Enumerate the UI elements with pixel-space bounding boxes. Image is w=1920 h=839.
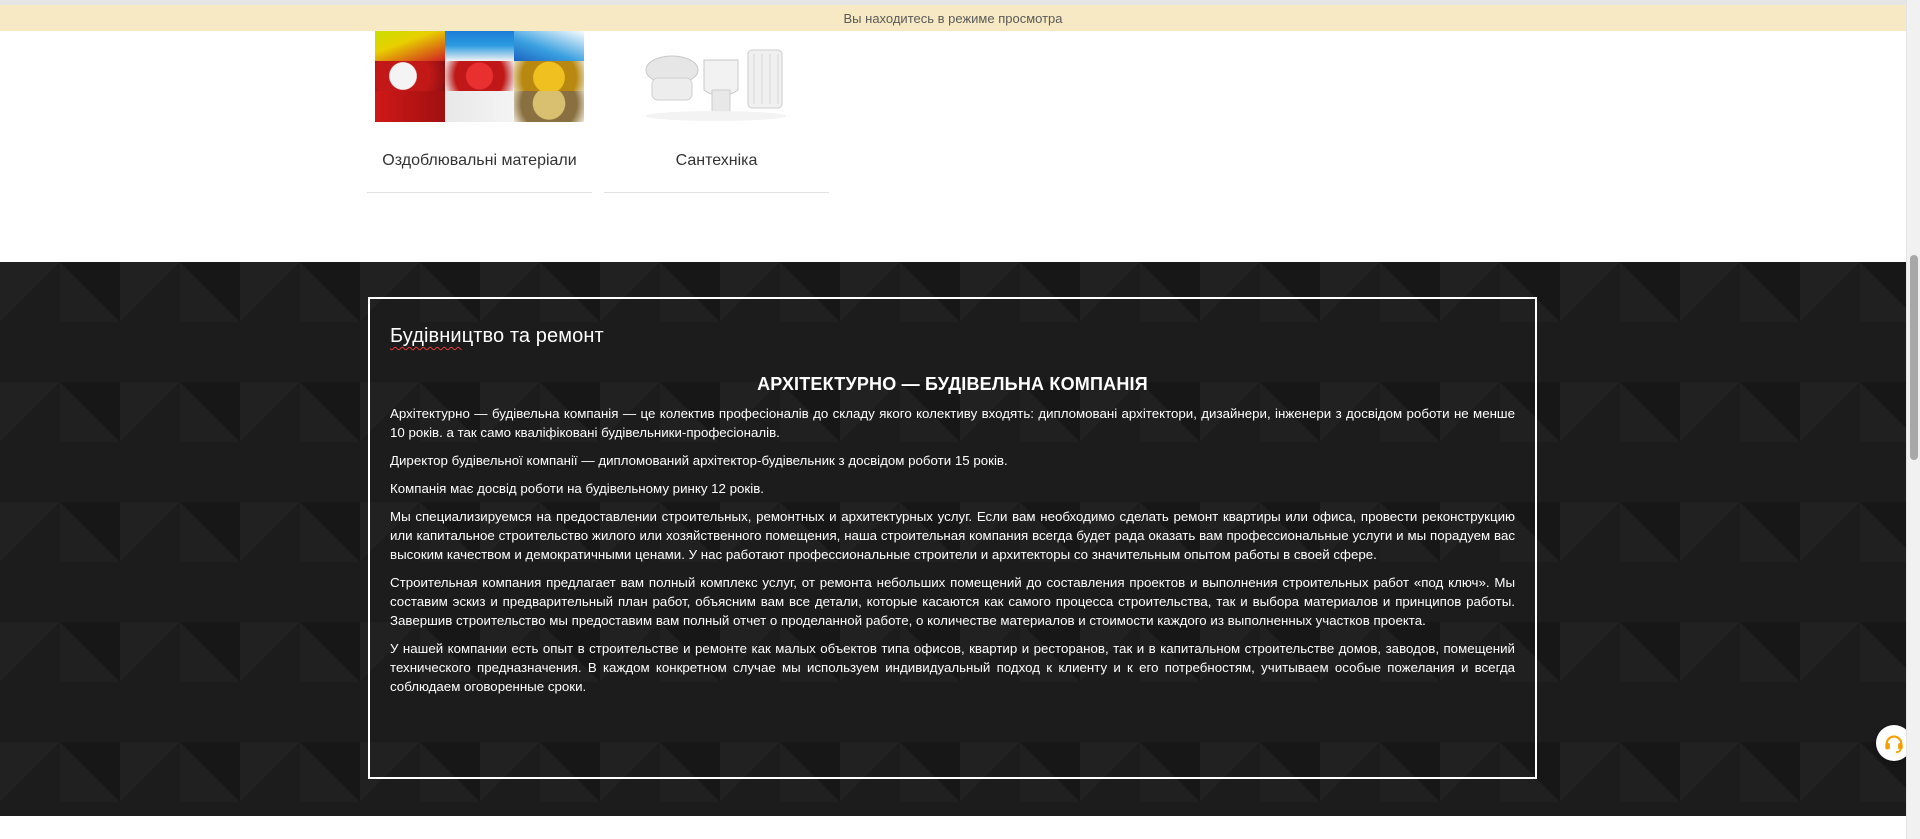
category-cards — [0, 0, 1906, 262]
category-card-label[interactable]: Оздоблювальні матеріали — [382, 152, 577, 169]
scrollbar-thumb[interactable] — [1910, 255, 1918, 460]
article-paragraph: Строительная компания предлагает вам полный комплекс услуг, от ремонта небольших помещений до составления проектов и выполнения строительных работ «под ключ». Мы составим эскиз и предварительный план работ, объясним вам все детали, которые касаются как самого процесса строительства, так и выбора материалов и принципов работы. Завершив строительство мы предоставим вам полный отчет о проделанной работе, о количестве материалов и стоимости каждого из выполненных участков проекта. — [390, 575, 1515, 628]
section-title-rest: цтво та ремонт — [461, 325, 604, 347]
article-headline: АРХІТЕКТУРНО — БУДІВЕЛЬНА КОМПАНІЯ — [757, 374, 1148, 394]
sanitary-ware-illustration — [612, 30, 821, 122]
section-title — [390, 325, 1515, 348]
article-paragraph: Архітектурно — будівельна компанія — це колектив професіоналів до складу якого колективу входять: дипломовані архітектори, дизайнери, інженери з досвідом роботи не менше 10 років. а так само кваліфіковані будівельники-професіоналів. — [390, 406, 1515, 440]
page-bottom-strip — [0, 816, 1906, 839]
preview-mode-text: Вы находитесь в режиме просмотра — [843, 10, 1063, 26]
preview-mode-banner — [0, 0, 1906, 31]
article-paragraph: Мы специализируемся на предоставлении строительных, ремонтных и архитектурных услуг. Если вам необходимо сделать ремонт квартиры или офиса, провести реконструкцию или капитальное строительство жилого или хозяйственного помещения, наша строительная компания всегда будет рада оказать вам профессиональные услуги и мы порадуем вас высоким качеством и демократичными ценами. У нас работают профессиональные строители и архитекторы со значительным опытом работы в своей сфере. — [390, 509, 1515, 562]
about-content-box — [368, 297, 1537, 779]
page-scrollbar[interactable] — [1906, 0, 1920, 839]
category-card-label[interactable]: Сантехніка — [675, 152, 758, 169]
article-paragraph: Компанія має досвід роботи на будівельному ринку 12 років. — [390, 481, 764, 496]
article-paragraph: У нашей компании есть опыт в строительстве и ремонте как малых объектов типа офисов, квартир и ресторанов, так и в капитальном строительстве домов, заводов, помещений технического предназначения. В каждом конкретном случае мы используем индивидуальный подход к клиенту и к его потребностям, учитываем особые пожелания и всегда соблюдаем оговоренные сроки. — [390, 641, 1515, 694]
section-title-underlined: Будівни — [390, 325, 462, 347]
article-paragraph: Директор будівельної компанії — дипломований архітектор-будівельник з досвідом роботи 15 років. — [390, 453, 1008, 468]
about-section — [0, 262, 1906, 816]
sanitary-ware-image[interactable] — [612, 30, 821, 122]
headset-icon — [1883, 732, 1905, 754]
paint-cans-image[interactable] — [375, 30, 584, 122]
